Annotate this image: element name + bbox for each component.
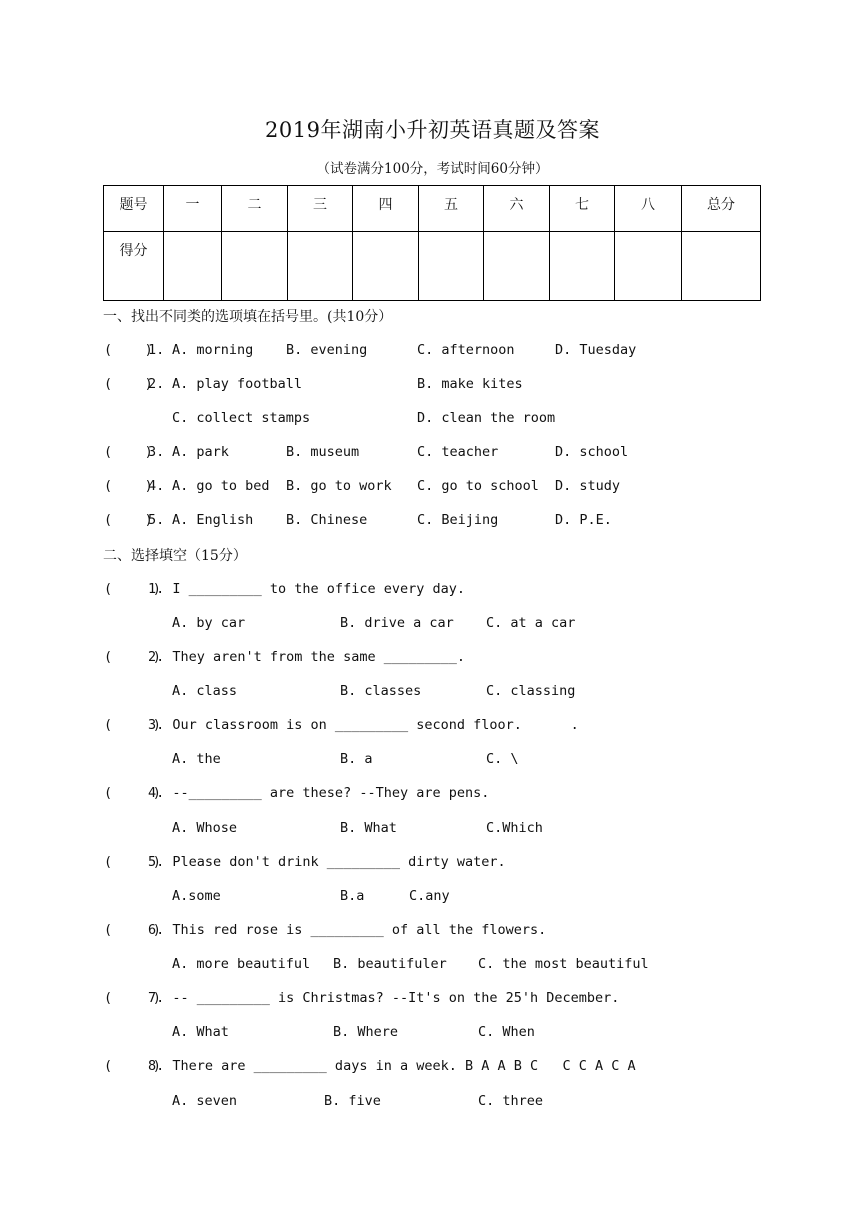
s2-question-6 [104,922,547,942]
option-a: A. class [172,683,238,699]
option-d: D. Tuesday [555,342,637,358]
answer-blank[interactable]: ( ) [104,1058,161,1074]
s1-question-3 [104,444,629,464]
option-c: C. three [478,1093,544,1109]
answer-blank[interactable]: ( ) [104,581,161,597]
option-b: B. five [324,1093,381,1109]
score-table-header-cell: 三 [288,186,353,232]
s1-question-4 [104,478,621,498]
answer-blank[interactable]: ( ) [104,922,161,938]
exam-subtitle: （试卷满分100分，考试时间60分钟） [316,161,549,177]
option-b: B. What [340,820,397,836]
answer-blank[interactable]: ( ) [104,717,161,733]
score-table-header-cell: 七 [550,186,615,232]
score-table-header-cell: 五 [419,186,484,232]
score-table [103,185,761,301]
option-b: B.a [340,888,365,904]
score-cell[interactable] [550,232,615,301]
option-d: D. P.E. [555,512,612,528]
score-table-header-cell: 一 [164,186,222,232]
answer-blank[interactable]: ( ) [104,512,153,528]
answer-blank[interactable]: ( ) [104,649,161,665]
question-stem: 4. --_________ are these? --They are pens. [148,785,490,801]
option-a: A. park [172,444,229,460]
s2-question-2 [104,649,465,669]
s1-question-1 [104,342,637,362]
s2-question-1-options [104,615,576,635]
option-a: A. play football [172,376,303,392]
option-b: B. museum [286,444,360,460]
score-table-header-row [104,186,761,232]
option-a: A. Whose [172,820,238,836]
score-table-header-cell: 题号 [104,186,164,232]
score-cell[interactable] [682,232,761,301]
option-b: B. drive a car [340,615,454,631]
score-cell[interactable] [419,232,484,301]
option-c: C. \ [486,751,519,767]
option-c: C. at a car [486,615,576,631]
question-number: 2. [148,376,165,392]
answer-blank[interactable]: ( ) [104,376,153,392]
option-b: B. make kites [417,376,523,392]
option-c: C. collect stamps [172,410,311,426]
s1-question-2-cont [104,410,556,430]
question-stem: 1. I _________ to the office every day. [148,581,465,597]
score-cell[interactable] [288,232,353,301]
answer-blank[interactable]: ( ) [104,990,161,1006]
option-c: C. the most beautiful [478,956,649,972]
option-b: B. classes [340,683,422,699]
score-row-label: 得分 [104,232,164,301]
s2-question-8 [104,1058,636,1078]
score-cell[interactable] [484,232,550,301]
s1-question-2 [104,376,523,396]
option-b: B. go to work [286,478,392,494]
option-b: B. Where [333,1024,399,1040]
option-c: C. Beijing [417,512,499,528]
score-cell[interactable] [222,232,288,301]
s2-question-3-options [104,751,519,771]
score-table-header-cell: 八 [615,186,682,232]
question-stem: 8. There are _________ days in a week. B A A B C C C A C A [148,1058,636,1074]
score-cell[interactable] [164,232,222,301]
option-b: B. evening [286,342,368,358]
answer-blank[interactable]: ( ) [104,444,153,460]
option-b: B. Chinese [286,512,368,528]
option-a: A. What [172,1024,229,1040]
s2-question-5-options [104,888,450,908]
s2-question-2-options [104,683,576,703]
s2-question-1 [104,581,465,601]
score-table-score-row [104,232,761,301]
option-c: C. go to school [417,478,539,494]
option-c: C. teacher [417,444,499,460]
score-table-header-cell: 总分 [682,186,761,232]
score-cell[interactable] [353,232,419,301]
s2-question-3 [104,717,579,737]
s2-question-4 [104,785,490,805]
option-a: A. the [172,751,221,767]
option-a: A. morning [172,342,254,358]
answer-blank[interactable]: ( ) [104,785,161,801]
answer-blank[interactable]: ( ) [104,854,161,870]
section2-heading: 二、选择填空（15分） [103,548,247,564]
question-stem: 5. Please don't drink _________ dirty water. [148,854,506,870]
option-c: C. classing [486,683,576,699]
section1-heading: 一、找出不同类的选项填在括号里。(共10分） [103,309,393,325]
question-number: 4. [148,478,165,494]
s2-question-5 [104,854,506,874]
option-c: C.Which [486,820,543,836]
option-a: A. seven [172,1093,238,1109]
s2-question-4-options [104,820,543,840]
question-stem: 3. Our classroom is on _________ second floor. . [148,717,579,733]
s2-question-6-options [104,956,649,976]
option-c: C. When [478,1024,535,1040]
question-stem: 6. This red rose is _________ of all the flowers. [148,922,547,938]
score-table-header-cell: 二 [222,186,288,232]
option-d: D. study [555,478,621,494]
s1-question-5 [104,512,612,532]
option-d: D. school [555,444,629,460]
option-a: A. go to bed [172,478,270,494]
option-b: B. a [340,751,373,767]
option-d: D. clean the room [417,410,556,426]
question-number: 1. [148,342,165,358]
question-stem: 7. -- _________ is Christmas? --It's on the 25'h December. [148,990,620,1006]
answer-blank[interactable]: ( ) [104,478,153,494]
answer-blank[interactable]: ( ) [104,342,153,358]
question-number: 3. [148,444,165,460]
score-cell[interactable] [615,232,682,301]
page-title: 2019年湖南小升初英语真题及答案 [265,118,600,142]
option-b: B. beautifuler [333,956,447,972]
option-a: A. more beautiful [172,956,311,972]
option-c: C.any [409,888,450,904]
score-table-header-cell: 四 [353,186,419,232]
s2-question-7-options [104,1024,535,1044]
option-a: A. by car [172,615,246,631]
option-c: C. afternoon [417,342,515,358]
question-stem: 2. They aren't from the same _________. [148,649,465,665]
s2-question-8-options [104,1093,544,1113]
option-a: A.some [172,888,221,904]
score-table-header-cell: 六 [484,186,550,232]
option-a: A. English [172,512,254,528]
question-number: 5. [148,512,165,528]
s2-question-7 [104,990,620,1010]
